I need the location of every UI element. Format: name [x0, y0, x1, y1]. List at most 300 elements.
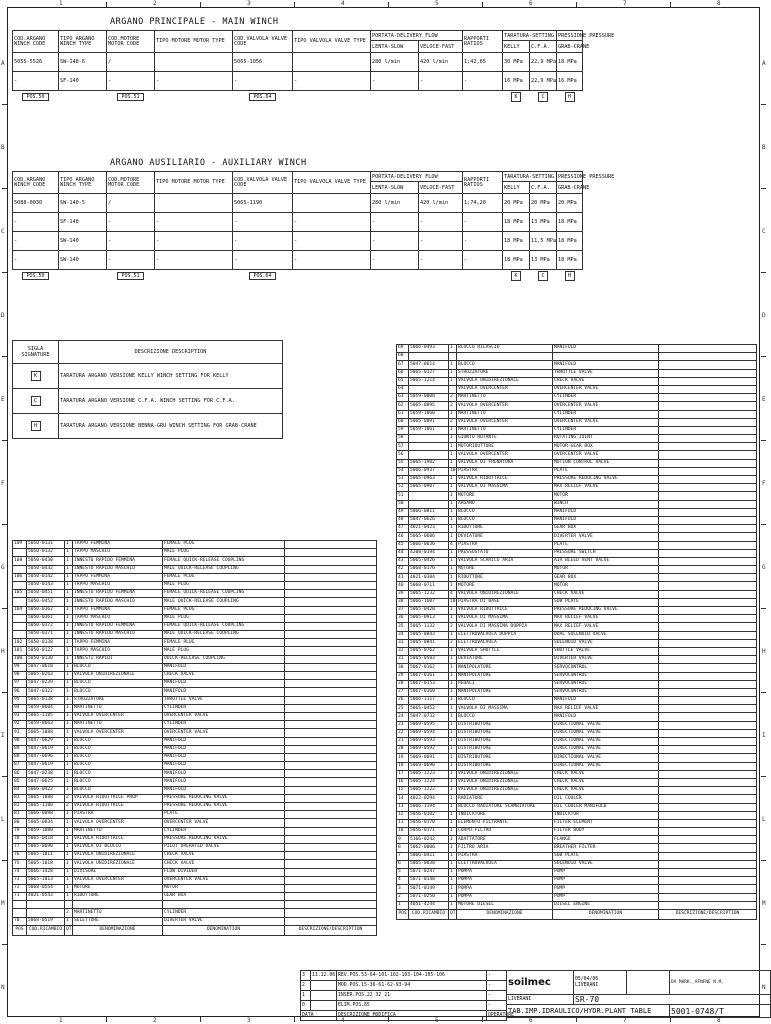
bom-right-denomination: PLATE	[553, 467, 659, 475]
bom-right-denominazione: VALVOLA OVERCENTER	[457, 402, 553, 410]
bom-left-code: 5050-0432	[27, 565, 65, 573]
bom-left-code: 5050-0362	[27, 606, 65, 614]
bom-right-row	[397, 729, 757, 737]
bom-right-denominazione: MOTORIDUTTORE	[457, 443, 553, 451]
bom-left-denomination: CHECK VALVE	[163, 852, 285, 860]
zone-tick	[2, 440, 7, 441]
bom-left-denominazione: TAPPO FEMMINA	[73, 573, 163, 581]
aux-winch-cell: -	[233, 232, 293, 251]
bom-right-code: 5066-1194	[409, 803, 449, 811]
bom-right-code	[409, 435, 449, 443]
bom-right-row	[397, 492, 757, 500]
bom-right-qty: 1	[449, 860, 457, 868]
bom-right-row	[397, 819, 757, 827]
bom-right-code: 5067-0153	[409, 680, 449, 688]
bom-left-denominazione: TAPPO MASCHIO	[73, 647, 163, 655]
bom-right-qty: 1	[449, 705, 457, 713]
bom-right-code: 5066-0636	[409, 541, 449, 549]
aux-winch-cell: 20 MPa	[557, 194, 583, 213]
bom-right-qty: 1	[449, 451, 457, 459]
bom-left-description	[285, 598, 377, 606]
bom-left-pos: 93	[13, 712, 27, 720]
bom-left-row	[13, 819, 377, 827]
bom-left-code: 5068-0554	[27, 884, 65, 892]
aux-winch-cell: 5088-0030	[13, 194, 59, 213]
bom-left-denomination: MALE PLUG	[163, 647, 285, 655]
bom-right-description	[659, 647, 757, 655]
bom-right-description	[659, 860, 757, 868]
bom-left-pos: 94	[13, 704, 27, 712]
bom-left-row	[13, 884, 377, 892]
bom-right-code: 4208-0194	[409, 549, 449, 557]
bom-left-qty: 1	[65, 573, 73, 581]
bom-right-denomination: MOTION CONTROL VALVE	[553, 459, 659, 467]
bom-right-qty	[449, 385, 457, 393]
bom-right-denomination: MANIFOLD	[553, 508, 659, 516]
bom-right-pos: 16	[397, 778, 409, 786]
bom-right-code: 5065-1214	[409, 377, 449, 385]
bom-right-pos: 20	[397, 746, 409, 754]
bom-right-row	[397, 803, 757, 811]
revision-footer-row	[301, 1011, 507, 1021]
bom-right-code: 4021-0423	[409, 525, 449, 533]
bom-left-row	[13, 811, 377, 819]
bom-left-denomination: FEMALE PLUG	[163, 639, 285, 647]
bom-left-qty: 1	[65, 852, 73, 860]
bom-right-denomination: OIL COOLER MANIFOLD	[553, 803, 659, 811]
bom-right-pos: 12	[397, 811, 409, 819]
bom-right-denominazione: RIDUTTORE	[457, 525, 553, 533]
bom-right-denomination: BREATHER FILTER	[553, 844, 659, 852]
bom-right-pos: 10	[397, 828, 409, 836]
bom-right-pos: 48	[397, 516, 409, 524]
aux-winch-cell: 18 MPa	[557, 251, 583, 270]
bom-right-denomination: OIL COOLER	[553, 795, 659, 803]
bom-right-description	[659, 476, 757, 484]
bom-right-pos: 11	[397, 819, 409, 827]
bom-right-qty: 1	[449, 361, 457, 369]
operator-cell: DA MARK._AFNFNE N.M.	[670, 971, 771, 995]
bom-right-description	[659, 664, 757, 672]
main-winch-title: ARGANO PRINCIPALE - MAIN WINCH	[110, 17, 279, 27]
bom-right-qty: 1	[449, 844, 457, 852]
bom-right-code: 5065-0891	[409, 418, 449, 426]
bom-right-description	[659, 615, 757, 623]
bom-right-denominazione: PIASTRA DI BASE	[457, 598, 553, 606]
bom-right-code: 5065-1224	[409, 778, 449, 786]
bom-right-denomination: SERVOCONTROL	[553, 688, 659, 696]
bom-right-denomination: FILTER ELEMENT	[553, 819, 659, 827]
bom-right-table	[396, 344, 757, 920]
bom-right-denomination: SUB PLATE	[553, 852, 659, 860]
bom-right-denomination: CHECK VALVE	[553, 590, 659, 598]
bom-right-denominazione: RIDUTTORE	[457, 574, 553, 582]
bom-left-footer: POS	[13, 925, 27, 935]
aux-winch-cell: -	[155, 213, 233, 232]
bom-right-denominazione: VALVOLA SHUTTLE	[457, 647, 553, 655]
bom-right-row	[397, 885, 757, 893]
bom-right-row	[397, 647, 757, 655]
main-winch-cell: -	[419, 72, 463, 91]
bom-right-pos: 61	[397, 410, 409, 418]
bom-right-denomination: DUAL SOLENOID VALVE	[553, 631, 659, 639]
aux-winch-cell: 13 MPa	[530, 213, 557, 232]
bom-left-qty: 1	[65, 696, 73, 704]
bom-left-denomination: CHECK VALVE	[163, 672, 285, 680]
bom-left-description	[285, 581, 377, 589]
bom-right-code: 5066-0493	[409, 345, 449, 353]
bom-left-row	[13, 901, 377, 909]
revision-cell: -	[487, 981, 507, 991]
bom-right-code	[409, 451, 449, 459]
bom-right-row	[397, 860, 757, 868]
zone-tick	[670, 2, 671, 7]
aux-winch-cell: 420 l/min	[419, 194, 463, 213]
bom-right-denominazione: VALVOLA UNIDIREZIONALE	[457, 778, 553, 786]
bom-left-denomination: PRESSURE REDUCING VALVE	[163, 803, 285, 811]
bom-right-denomination: DIRECTIONAL VALVE	[553, 762, 659, 770]
aux-winch-cell: -	[107, 251, 155, 270]
bom-right-code: 4021-0384	[409, 574, 449, 582]
bom-left-denominazione: VALVOLA RIDUTTRICE PROP	[73, 794, 163, 802]
bom-right-qty: 1	[449, 410, 457, 418]
bom-right-pos: 37	[397, 607, 409, 615]
bom-right-qty: 1	[449, 778, 457, 786]
zone-tick	[482, 2, 483, 7]
bom-right-pos: 63	[397, 394, 409, 402]
bom-left-denominazione: SELETTORE	[73, 917, 163, 925]
bom-left-row	[13, 852, 377, 860]
bom-left-pos: 74	[13, 868, 27, 876]
bom-right-qty: 1	[449, 877, 457, 885]
bom-left-denomination: MANIFOLD	[163, 680, 285, 688]
bom-right-description	[659, 901, 757, 909]
bom-left-denomination: GEAR BOX	[163, 893, 285, 901]
bom-right-qty: 1	[449, 869, 457, 877]
bom-right-denominazione: VALVOLA DI MASSIMA	[457, 484, 553, 492]
bom-right-description	[659, 353, 757, 361]
main-winch-cell: 5055-5526	[13, 53, 59, 72]
bom-right-qty: 1	[449, 377, 457, 385]
position-ref: POS.51	[117, 272, 143, 280]
bom-left-code: 5050-0122	[27, 647, 65, 655]
bom-right-row	[397, 852, 757, 860]
bom-right-denominazione: ELETTROVALVOLA	[457, 639, 553, 647]
bom-right-denomination: MANIFOLD	[553, 361, 659, 369]
bom-left-description	[285, 704, 377, 712]
bom-right-description	[659, 811, 757, 819]
bom-right-code: 4051-4244	[409, 901, 449, 909]
bom-right-denominazione: ELETTROVALVOLA DOPPIA	[457, 631, 553, 639]
bom-right-row	[397, 746, 757, 754]
bom-left-denomination: MALE QUICK-RELEASE COUPLING	[163, 598, 285, 606]
bom-right-qty: 1	[449, 664, 457, 672]
bom-right-pos: 3	[397, 885, 409, 893]
bom-right-code: 5065-0127	[409, 369, 449, 377]
bom-right-code: 5059-0808	[409, 394, 449, 402]
bom-left-pos: 102	[13, 639, 27, 647]
bom-right-qty: 1	[449, 525, 457, 533]
bom-left-qty: 1	[65, 835, 73, 843]
bom-right-qty: 2	[449, 639, 457, 647]
bom-right-qty: 1	[449, 762, 457, 770]
bom-left-row	[13, 672, 377, 680]
bom-right-code: 5068-0711	[409, 582, 449, 590]
bom-left-qty: 1	[65, 557, 73, 565]
bom-left-footer: DENOMINAZIONE	[73, 925, 163, 935]
bom-left-denominazione	[73, 901, 163, 909]
bom-right-denominazione: VALVOLA UNIDIREZIONALE	[457, 377, 553, 385]
aux-winch-ref-cell	[233, 270, 293, 283]
bom-right-pos: 25	[397, 705, 409, 713]
bom-right-row	[397, 713, 757, 721]
bom-right-denominazione: MOTORE	[457, 492, 553, 500]
bom-right-denomination: AIR BLEED VENT VALVE	[553, 557, 659, 565]
bom-left-pos: 92	[13, 721, 27, 729]
bom-right-row	[397, 664, 757, 672]
aux-winch-cell	[293, 194, 371, 213]
bom-right-denominazione: MARTINETTO	[457, 394, 553, 402]
bom-left-qty: 1	[65, 745, 73, 753]
bom-right-pos: 1	[397, 901, 409, 909]
bom-right-denomination: OVERCENTER VALVE	[553, 418, 659, 426]
bom-left-pos: 80	[13, 819, 27, 827]
drawing-title: TAB.IMP.IDRAULICO/HYDR.PLANT TABLE	[507, 1005, 670, 1018]
aux-winch-header: TIPO VALVOLA VALVE TYPE	[293, 172, 371, 194]
bom-right-row	[397, 385, 757, 393]
zone-label-bottom: 4	[341, 1017, 345, 1024]
main-winch-cell: 420 l/min	[419, 53, 463, 72]
bom-left-pos: 76	[13, 852, 27, 860]
bom-right-qty: 1	[449, 738, 457, 746]
bom-left-code: 5047-0619	[27, 745, 65, 753]
revision-row	[301, 1001, 507, 1011]
bom-left-pos: 101	[13, 647, 27, 655]
bom-right-qty: 1	[449, 492, 457, 500]
aux-winch-header-ratio: RAPPORTI RATIOS	[463, 172, 503, 194]
main-winch-header-ratio: RAPPORTI RATIOS	[463, 31, 503, 53]
bom-left-denominazione: MARTINETTO	[73, 827, 163, 835]
bom-right-pos: 13	[397, 803, 409, 811]
signature-code: H	[31, 421, 41, 431]
bom-left-description	[285, 811, 377, 819]
bom-left-description	[285, 606, 377, 614]
bom-right-pos: 45	[397, 541, 409, 549]
main-winch-cell	[155, 53, 233, 72]
zone-label-left: M	[1, 900, 5, 907]
bom-left-qty: 2	[65, 909, 73, 917]
bom-right-denominazione: VALVOLA DI MASSIMA DOPPIA	[457, 623, 553, 631]
bom-right-pos: 68	[397, 353, 409, 361]
bom-left-code: 5065-1180	[27, 803, 65, 811]
bom-left-code: 5050-0131	[27, 541, 65, 549]
revision-footer: DATA	[301, 1011, 337, 1021]
bom-left-denomination: THROTTLE VALVE	[163, 696, 285, 704]
main-winch-subheader: C.F.A.	[530, 41, 557, 53]
zone-label-right: M	[762, 900, 766, 907]
bom-right-pos: 21	[397, 738, 409, 746]
bom-right-qty: 2	[449, 402, 457, 410]
bom-right-qty: 1	[449, 893, 457, 901]
bom-right-description	[659, 516, 757, 524]
bom-right-denominazione: VALVOLA DI FRENATURA	[457, 459, 553, 467]
bom-right-denomination: MOTOR-GEAR BOX	[553, 443, 659, 451]
bom-left-code: 5050-0430	[27, 557, 65, 565]
bom-right-pos: 46	[397, 533, 409, 541]
bom-left-description	[285, 590, 377, 598]
bom-right-denominazione: MOTORE	[457, 566, 553, 574]
bom-left-denominazione: INNESTO RAPIDO FEMMINA	[73, 557, 163, 565]
signature-header-row	[13, 341, 283, 364]
zone-tick	[761, 272, 766, 273]
bom-left-row	[13, 745, 377, 753]
bom-left-qty: 1	[65, 868, 73, 876]
bom-left-code: 5065-1013	[27, 876, 65, 884]
bom-right-qty: 1	[449, 688, 457, 696]
bom-right-row	[397, 754, 757, 762]
bom-right-row	[397, 361, 757, 369]
bom-right-row	[397, 705, 757, 713]
bom-right-pos: 8	[397, 844, 409, 852]
zone-tick	[761, 608, 766, 609]
bom-left-pos: 78	[13, 835, 27, 843]
bom-right-pos: 69	[397, 345, 409, 353]
bom-right-qty: 4	[449, 541, 457, 549]
main-winch-cell: 22,9 MPa	[530, 53, 557, 72]
aux-winch-cell: -	[293, 251, 371, 270]
bom-left-pos: 106	[13, 573, 27, 581]
bom-right-code: 5065-0843	[409, 631, 449, 639]
bom-right-row	[397, 394, 757, 402]
aux-winch-table	[12, 171, 615, 282]
bom-right-denominazione: DISTRIBUTORE	[457, 738, 553, 746]
bom-right-denomination: WINCH	[553, 500, 659, 508]
bom-left-row	[13, 549, 377, 557]
bom-right-code	[409, 500, 449, 508]
zone-label-bottom: 1	[59, 1017, 63, 1024]
bom-left-row	[13, 631, 377, 639]
aux-winch-cell: 20 MPa	[530, 194, 557, 213]
bom-left-qty: 1	[65, 860, 73, 868]
bom-right-description	[659, 819, 757, 827]
bom-left-row	[13, 581, 377, 589]
bom-right-row	[397, 541, 757, 549]
position-ref: POS.64	[249, 272, 275, 280]
bom-left-denomination: PRESSURE REDUCING VALVE	[163, 835, 285, 843]
zone-label-left: B	[1, 144, 5, 151]
bom-left-code: 5066-1428	[27, 868, 65, 876]
bom-left-row	[13, 770, 377, 778]
zone-tick	[761, 440, 766, 441]
main-winch-header: COD.ARGANO WINCH CODE	[13, 31, 59, 53]
revision-cell	[311, 981, 337, 991]
bom-left-qty: 1	[65, 565, 73, 573]
bom-right-pos: 57	[397, 443, 409, 451]
bom-right-code: 5069-0595	[409, 721, 449, 729]
bom-right-code: 5071-0247	[409, 869, 449, 877]
bom-left-pos	[13, 598, 27, 606]
bom-left-denomination: DIVERTER VALVE	[163, 917, 285, 925]
bom-right-row	[397, 582, 757, 590]
aux-winch-cell: 5065-1190	[233, 194, 293, 213]
bom-right-description	[659, 754, 757, 762]
bom-right-description	[659, 746, 757, 754]
bom-right-code: 5065-1902	[409, 459, 449, 467]
bom-left-denomination: CHECK VALVE	[163, 860, 285, 868]
bom-right-code	[409, 385, 449, 393]
bom-right-row	[397, 623, 757, 631]
bom-right-qty: 1	[449, 852, 457, 860]
zone-tick	[761, 860, 766, 861]
bom-left-code: 5047-0238	[27, 770, 65, 778]
aux-winch-subheader: LENTA-SLOW	[371, 182, 419, 194]
bom-right-footer: DENOMINATION	[553, 909, 659, 919]
zone-tick	[200, 1017, 201, 1022]
bom-left-code	[27, 909, 65, 917]
bom-right-description	[659, 369, 757, 377]
bom-left-row	[13, 762, 377, 770]
main-winch-table	[12, 30, 615, 103]
aux-winch-ref-cell	[13, 270, 59, 283]
bom-right-row	[397, 426, 757, 434]
bom-right-denomination: CYLINDER	[553, 426, 659, 434]
bom-left-denominazione: TAPPO MASCHIO	[73, 549, 163, 557]
bom-right-row	[397, 459, 757, 467]
bom-left-footer: DESCRIZIONE/DESCRIPTION	[285, 925, 377, 935]
aux-winch-cell: -	[419, 251, 463, 270]
bom-left-pos: 84	[13, 786, 27, 794]
bom-left-qty: 1	[65, 549, 73, 557]
aux-winch-cell: -	[463, 251, 503, 270]
bom-left-row	[13, 868, 377, 876]
bom-right-qty: 1	[449, 631, 457, 639]
bom-left-row	[13, 729, 377, 737]
zone-label-bottom: 7	[623, 1017, 627, 1024]
zone-tick	[761, 524, 766, 525]
revision-cell: REV.POS.53-64-101-102-103-104-105-106	[337, 971, 487, 981]
zone-label-top: 8	[717, 0, 721, 7]
bom-left-denomination: FEMALE QUICK-RELEASE COUPLING	[163, 590, 285, 598]
bom-right-qty: 1	[449, 828, 457, 836]
bom-left-qty: 1	[65, 647, 73, 655]
aux-winch-header-pressure: PRESSIONE PRESSURE	[558, 173, 615, 180]
main-winch-cell: -	[13, 72, 59, 91]
bom-left-denomination: MALE PLUG	[163, 581, 285, 589]
bom-right-denomination: OVERCENTER VALVE	[553, 451, 659, 459]
bom-right-denomination: DIRECTIONAL VALVE	[553, 721, 659, 729]
aux-winch-cell: 18 MPa	[503, 251, 530, 270]
bom-left-code: 5050-0143	[27, 581, 65, 589]
bom-right-qty: 1	[449, 819, 457, 827]
bom-right-pos: 58	[397, 435, 409, 443]
bom-left-qty: 1	[65, 770, 73, 778]
bom-left-pos: 105	[13, 590, 27, 598]
bom-right-denominazione: POMPA	[457, 885, 553, 893]
bom-right-denomination: MANIFOLD	[553, 713, 659, 721]
bom-right-code: 5067-0161	[409, 672, 449, 680]
bom-left-code: 5050-0132	[27, 549, 65, 557]
bom-left-denomination: PRESSURE REDUCING VALVE	[163, 794, 285, 802]
revision-cell: 1	[301, 991, 311, 1001]
aux-winch-cell: -	[233, 213, 293, 232]
bom-left-code: 5047-0696	[27, 753, 65, 761]
bom-right-pos: 18	[397, 762, 409, 770]
title-block	[506, 970, 771, 1018]
bom-left-denominazione: VALVOLA UNIDIREZIONALE	[73, 672, 163, 680]
bom-right-footer: QT	[449, 909, 457, 919]
bom-left-description	[285, 614, 377, 622]
bom-right-description	[659, 729, 757, 737]
